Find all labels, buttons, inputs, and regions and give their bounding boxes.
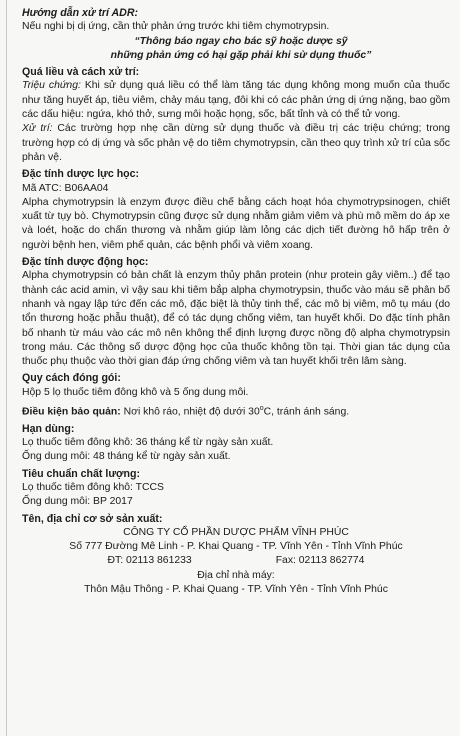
pharmacokinetics-heading: Đặc tính dược động học: <box>22 256 149 269</box>
symptom-text: Khi sử dụng quá liều có thể làm tăng tác dụng không mong muốn của thuốc như tăng huyết áp, tiêu viêm, chảy máu tạng, đôi khi có các phản ứng dị ứng nặng, bao gồm các dấu hiệu: ngứa, khó thở, sưng môi hoặc họng, sốc, bất tỉnh và có thể tử vong. <box>22 80 450 121</box>
company-address: Số 777 Đường Mê Linh - P. Khai Quang - TP. Vĩnh Yên - Tỉnh Vĩnh Phúc <box>69 541 403 553</box>
treatment-label: Xử trí: <box>22 123 53 135</box>
overdose-treatment <box>22 122 450 165</box>
overdose-heading: Quá liều và cách xử trí: <box>22 66 140 79</box>
treatment-text: Các trường hợp nhẹ cần dừng sử dụng thuốc và điều trị các triệu chứng; trong trường hợp có dị ứng và sốc phản vệ do tiêm chymotrypsin, cần theo quy trình xử trí của sốc phản vệ. <box>22 123 450 163</box>
pharmacodynamics-heading: Đặc tính dược lực học: <box>22 168 140 181</box>
phone-number: ĐT: 02113 861233 <box>107 555 192 567</box>
company-contacts <box>22 554 450 568</box>
expiry-solvent: Ống dung môi: 48 tháng kể từ ngày sản xuất. <box>22 451 231 463</box>
factory-label: Địa chỉ nhà máy: <box>197 569 275 581</box>
adr-warning-line-2: những phản ứng có hại gặp phải khi sử dụng thuốc” <box>110 49 372 61</box>
degree-sign: o <box>259 405 264 413</box>
atc-code: Mã ATC: B06AA04 <box>22 182 109 194</box>
expiry-vial: Lọ thuốc tiêm đông khô: 36 tháng kể từ ngày sản xuất. <box>22 437 274 449</box>
company-name: CÔNG TY CỔ PHẦN DƯỢC PHẨM VĨNH PHÚC <box>123 526 349 538</box>
packing-heading: Quy cách đóng gói: <box>22 372 121 385</box>
symptom-label: Triệu chứng: <box>22 80 81 92</box>
storage-text-pre: Nơi khô ráo, nhiệt độ dưới 30 <box>120 406 260 418</box>
expiry-heading: Hạn dùng: <box>22 422 75 435</box>
adr-heading: Hướng dẫn xử trí ADR: <box>22 7 139 19</box>
standard-vial: Lọ thuốc tiêm đông khô: TCCS <box>22 481 164 493</box>
manufacturer-heading: Tên, địa chỉ cơ sở sản xuất: <box>22 512 163 525</box>
fax-number: Fax: 02113 862774 <box>275 555 365 567</box>
storage-conditions <box>22 402 450 420</box>
pharmacodynamics-text: Alpha chymotrypsin là enzym được điều chế bằng cách hoạt hóa chymotrypsinogen, chiết xuất từ tụy bò. Chymotrypsin cũng được sử dụng nhằm giảm viêm và phù mô mềm do áp xe và loét, hoặc do chấn thương và nhằm giúp làm lỏng các dịch tiết đường hô hấp trên ở người bệnh hen, viêm phế quản, các bệnh phổi và viêm xoang. <box>22 196 450 251</box>
adr-text: Nếu nghi bị dị ứng, cần thử phản ứng trước khi tiêm chymotrypsin. <box>22 21 330 33</box>
overdose-symptoms <box>22 79 450 122</box>
storage-text-post: C, tránh ánh sáng. <box>263 406 350 418</box>
factory-address: Thôn Mậu Thông - P. Khai Quang - TP. Vĩnh Yên - Tỉnh Vĩnh Phúc <box>84 584 388 596</box>
packing-text: Hộp 5 lọ thuốc tiêm đông khô và 5 ống dung môi. <box>22 386 249 398</box>
adr-warning-line-1: “Thông báo ngay cho bác sỹ hoặc dược sỹ <box>134 35 348 47</box>
standard-heading: Tiêu chuẩn chất lượng: <box>22 467 141 480</box>
storage-label: Điều kiện bảo quản: <box>22 406 121 418</box>
pharmacokinetics-text: Alpha chymotrypsin có bản chất là enzym thủy phân protein (như protein gây viêm..) để tạo thành các acid amin, vì vậy sau khi tiêm bắp alpha chymotrypsin, thuốc vào máu sẽ phân bố nhanh và ngay lập tức đến các mô, đặc biệt là thủy tinh thể, các mô bị viêm, mô tụ máu (do tổn thương hoặc phẫu thuật), để có tác dụng chống viêm, tan huyết khối. Do đặc tính phân bố nhanh từ máu vào các mô nên không thể định lượng được nồng độ alpha chymotrypsin trong máu. Các thông số dược động học của thuốc không tồn tại. Thời gian tác dụng của thuốc phụ thuộc vào thời gian đáp ứng chống viêm và tan huyết khối trên lâm sàng. <box>22 270 450 368</box>
standard-solvent: Ống dung môi: BP 2017 <box>22 496 133 508</box>
